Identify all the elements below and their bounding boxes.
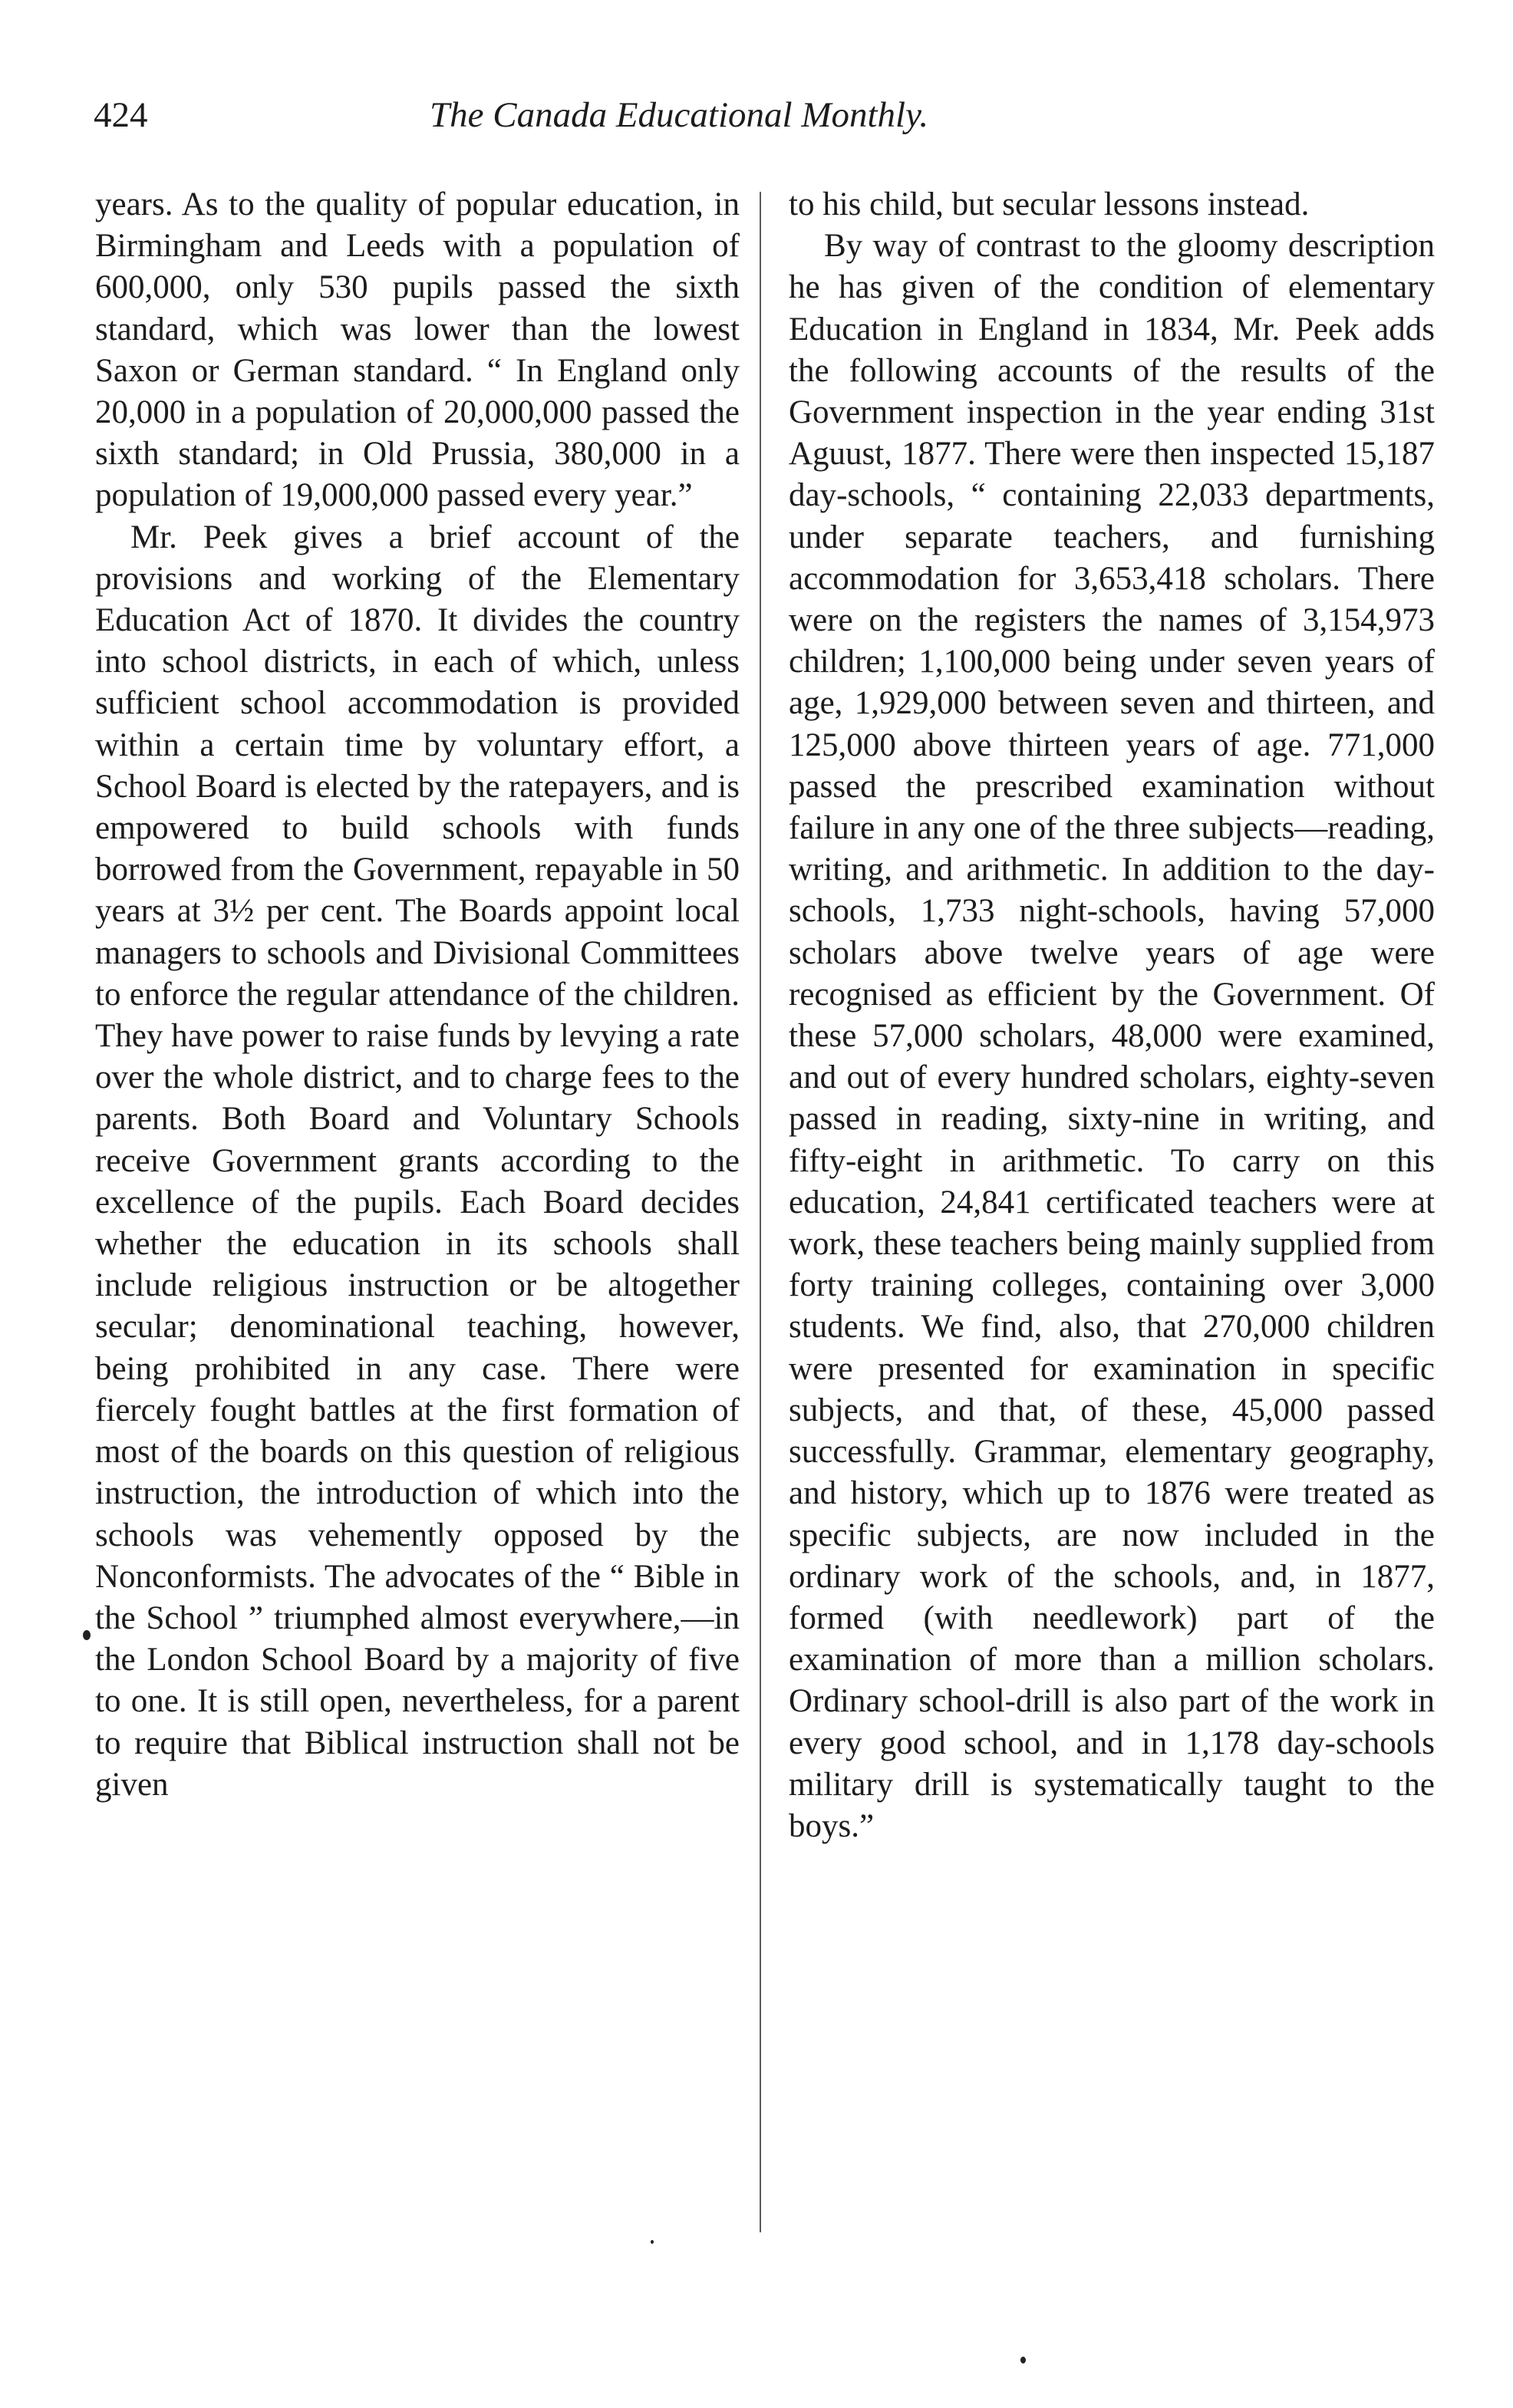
ink-speck <box>651 2240 654 2244</box>
page-number: 424 <box>94 95 148 135</box>
left-paragraph-2: Mr. Peek gives a brief account of the provisions and working of the Elementary Education Act of 1870. It divides the country into school districts, in each of which, unless sufficient school accommodation is provided within a certain time by voluntary effort, a School Board is elected by the ratepayers, and is empowered to build schools with funds borrowed from the Government, repayable in 50 years at 3½ per cent. The Boards appoint local managers to schools and Divisional Committees to enforce the regular attendance of the children. They have power to raise funds by levying a rate over the whole district, and to charge fees to the parents. Both Board and Voluntary Schools receive Government grants according to the excellence of the pupils. Each Board decides whether the education in its schools shall include religious instruction or be altogether secular; denominational teaching, however, being prohibited in any case. There were fiercely fought battles at the first formation of most of the boards on this question of religious instruction, the introduction of which into the schools was vehemently opposed by the Nonconformists. The advocates of the “ Bible in the School ” triumphed almost everywhere,—in the London School Board by a majority of five to one. It is still open, nevertheless, for a parent to require that Biblical instruction shall not be given <box>95 519 740 1803</box>
ink-speck <box>1020 2357 1026 2364</box>
running-title: The Canada Educational Monthly. <box>430 95 929 135</box>
right-paragraph-1: to his child, but secular lessons instead. <box>789 186 1310 222</box>
ink-speck <box>83 1630 91 1640</box>
column-divider <box>760 192 761 2232</box>
left-paragraph-1: years. As to the quality of popular education, in Birmingham and Leeds with a population of 600,000, only 530 pupils passed the sixth standard, which was lower than the lowest Saxon or German standard. “ In England only 20,000 in a population of 20,000,000 passed the sixth standard; in Old Prussia, 380,000 in a population of 19,000,000 passed every year.” <box>95 186 740 514</box>
right-column <box>789 184 1435 1847</box>
left-column <box>95 184 740 1806</box>
right-paragraph-2: By way of contrast to the gloomy description he has given of the condition of elementary Education in England in 1834, Mr. Peek adds the following accounts of the results of the Government inspection in the year ending 31st Aguust, 1877. There were then inspected 15,187 day-schools, “ containing 22,033 departments, under separate teachers, and furnishing accommodation for 3,653,418 scholars. There were on the registers the names of 3,154,973 children; 1,100,000 being under seven years of age, 1,929,000 between seven and thirteen, and 125,000 above thirteen years of age. 771,000 passed the prescribed examination without failure in any one of the three subjects—reading, writing, and arithmetic. In addition to the day-schools, 1,733 night-schools, having 57,000 scholars above twelve years of age were recognised as efficient by the Government. Of these 57,000 scholars, 48,000 were examined, and out of every hundred scholars, eighty-seven passed in reading, sixty-nine in writing, and fifty-eight in arithmetic. To carry on this education, 24,841 certificated teachers were at work, these teachers being mainly supplied from forty training colleges, containing over 3,000 students. We find, also, that 270,000 children were presented for examination in specific subjects, and that, of these, 45,000 passed successfully. Grammar, elementary geography, and history, which up to 1876 were treated as specific subjects, are now included in the ordinary work of the schools, and, in 1877, formed (with needlework) part of the examination of more than a million scholars. Ordinary school-drill is also part of the work in every good school, and in 1,178 day-schools military drill is systematically taught to the boys.” <box>789 228 1435 1844</box>
